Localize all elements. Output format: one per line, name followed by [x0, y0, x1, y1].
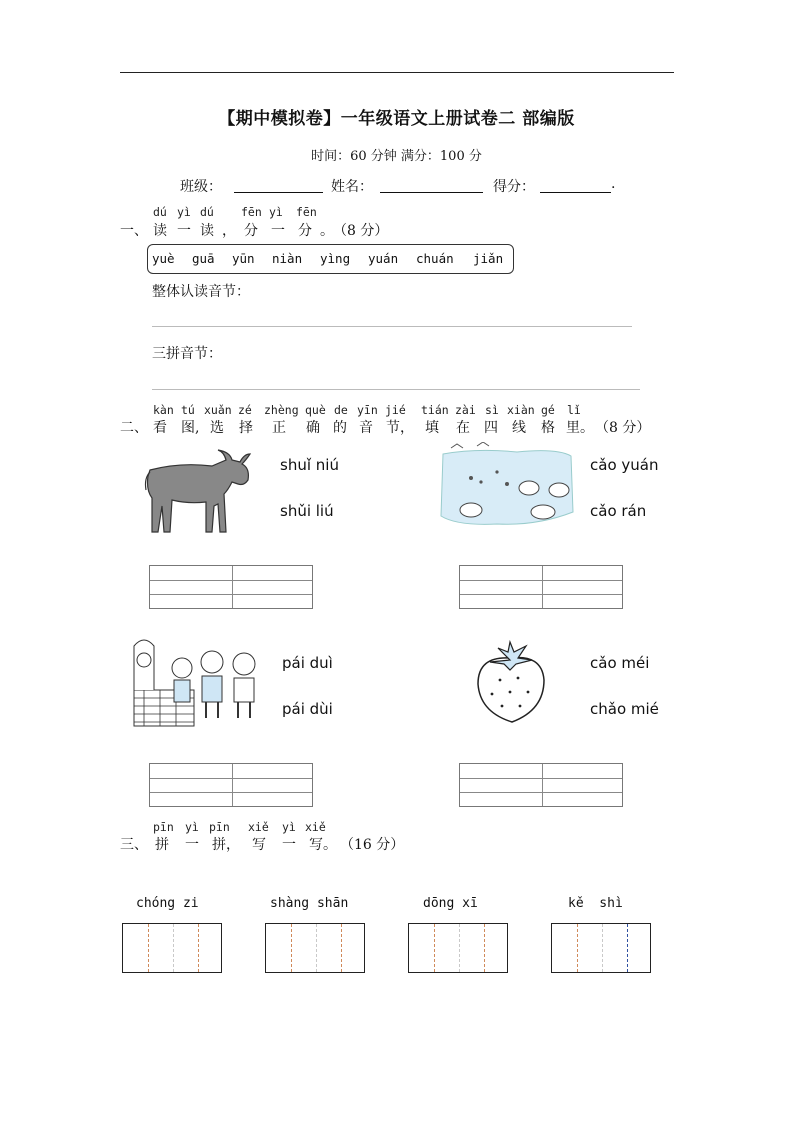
syllable: yìng	[320, 251, 351, 266]
s2-char: 正	[272, 420, 286, 436]
s2-char: 择	[239, 420, 253, 436]
option-pai-dui-wrong[interactable]: pái dùi	[282, 700, 333, 718]
s3-char: 拼，	[212, 837, 240, 853]
syllable: guā	[192, 251, 215, 266]
s2-pinyin: jié	[385, 403, 406, 417]
s1-pinyin: fēn	[296, 205, 317, 219]
option-shui-liu[interactable]: shǔi liú	[280, 502, 334, 520]
section3-number: 三、	[120, 837, 148, 853]
s2-char: 线	[512, 420, 526, 436]
four-line-grid[interactable]	[149, 763, 313, 807]
s3-pinyin: xiě	[248, 820, 269, 834]
four-line-grid[interactable]	[459, 763, 623, 807]
s1-pinyin: fēn	[241, 205, 262, 219]
s2-pinyin: zé	[238, 403, 252, 417]
s1-char: 分	[298, 223, 312, 239]
option-pai-dui[interactable]: pái duì	[282, 654, 333, 672]
s3-char: 写	[252, 837, 266, 853]
answer-line-whole[interactable]	[152, 326, 632, 327]
class-label: 班级：	[180, 179, 222, 195]
syllable: jiǎn	[473, 251, 504, 266]
s1-char: 。	[320, 223, 334, 239]
buffalo-picture	[140, 446, 255, 536]
word-pinyin: chóng zi	[136, 896, 199, 911]
s2-char: 节，	[386, 420, 414, 436]
info-end-mark: .	[611, 176, 616, 192]
section2-points: （8 分）	[595, 420, 651, 436]
s2-pinyin: yīn	[357, 403, 378, 417]
s2-pinyin: zài	[455, 403, 476, 417]
answer-line-three[interactable]	[152, 389, 640, 390]
s3-pinyin: pīn	[209, 820, 230, 834]
section2-number: 二、	[120, 420, 148, 436]
strawberry-picture	[470, 640, 550, 726]
s1-pinyin: dú	[200, 205, 214, 219]
children-queue-picture	[130, 632, 265, 728]
s1-char: 读	[200, 223, 214, 239]
s3-char: 一	[185, 837, 199, 853]
s2-pinyin: zhèng	[264, 403, 299, 417]
option-cao-mei[interactable]: cǎo méi	[590, 654, 650, 672]
s1-char: ，	[222, 223, 236, 239]
word-pinyin: shàng shān	[270, 896, 349, 911]
writing-box[interactable]	[551, 923, 651, 973]
syllable: yuán	[368, 251, 399, 266]
s2-pinyin: xiàn	[507, 403, 535, 417]
s2-pinyin: tián	[421, 403, 449, 417]
s2-char: 图,	[181, 420, 200, 436]
s1-char: 一	[177, 223, 191, 239]
s1-pinyin: yì	[269, 205, 283, 219]
whole-syllable-label: 整体认读音节：	[152, 284, 250, 300]
s3-pinyin: pīn	[153, 820, 174, 834]
s1-pinyin: dú	[153, 205, 167, 219]
syllable: yūn	[232, 251, 255, 266]
s1-char: 读	[153, 223, 167, 239]
four-line-grid[interactable]	[149, 565, 313, 609]
s2-char: 确	[306, 420, 320, 436]
s1-char: 分	[244, 223, 258, 239]
word-pinyin: dōng xī	[423, 896, 478, 911]
s2-char: 看	[153, 420, 167, 436]
s2-pinyin: kàn	[153, 403, 174, 417]
section3-points: （16 分）	[340, 837, 405, 853]
word-pinyin: kě shì	[568, 896, 623, 911]
s2-char: 四	[484, 420, 498, 436]
option-shui-niu[interactable]: shuǐ niú	[280, 456, 339, 474]
name-label: 姓名：	[331, 179, 373, 195]
s2-char: 格	[541, 420, 555, 436]
s3-pinyin: yì	[282, 820, 296, 834]
exam-time-score: 时间：60 分钟 满分：100 分	[311, 149, 482, 164]
s1-pinyin: yì	[177, 205, 191, 219]
s3-char: 一	[282, 837, 296, 853]
s2-pinyin: gé	[541, 403, 555, 417]
score-label: 得分：	[493, 179, 535, 195]
syllable: chuán	[416, 251, 454, 266]
section1-points: （8 分）	[333, 223, 389, 239]
s3-pinyin: yì	[185, 820, 199, 834]
syllable: yuè	[152, 251, 175, 266]
header-rule	[120, 72, 674, 73]
option-cao-yuan[interactable]: cǎo yuán	[590, 456, 659, 474]
s2-pinyin: què	[305, 403, 326, 417]
three-syllable-label: 三拼音节：	[152, 346, 222, 362]
s2-pinyin: de	[334, 403, 348, 417]
s2-pinyin: sì	[485, 403, 499, 417]
s2-pinyin: tú	[181, 403, 195, 417]
s3-pinyin: xiě	[305, 820, 326, 834]
s1-char: 一	[271, 223, 285, 239]
class-blank[interactable]	[234, 176, 323, 193]
s2-char: 选	[210, 420, 224, 436]
writing-box[interactable]	[265, 923, 365, 973]
writing-box[interactable]	[408, 923, 508, 973]
s2-char: 在	[456, 420, 470, 436]
s2-char: 里。	[566, 420, 594, 436]
s3-char: 拼	[155, 837, 169, 853]
s2-pinyin: lǐ	[567, 403, 581, 417]
option-cao-ran[interactable]: cǎo rán	[590, 502, 647, 520]
s2-char: 的	[333, 420, 347, 436]
s2-pinyin: xuǎn	[204, 403, 232, 417]
section1-number: 一、	[120, 223, 148, 239]
syllable-box	[147, 244, 514, 274]
option-chao-mie[interactable]: chǎo mié	[590, 700, 659, 718]
s3-char: 写。	[309, 837, 337, 853]
s2-char: 音	[359, 420, 373, 436]
four-line-grid[interactable]	[459, 565, 623, 609]
page-title: 【期中模拟卷】一年级语文上册试卷二 部编版	[218, 109, 575, 129]
s2-char: 填	[425, 420, 439, 436]
name-blank[interactable]	[380, 176, 483, 193]
score-blank[interactable]	[540, 176, 611, 193]
syllable: niàn	[272, 251, 303, 266]
writing-box[interactable]	[122, 923, 222, 973]
grassland-sheep-picture	[437, 442, 575, 532]
